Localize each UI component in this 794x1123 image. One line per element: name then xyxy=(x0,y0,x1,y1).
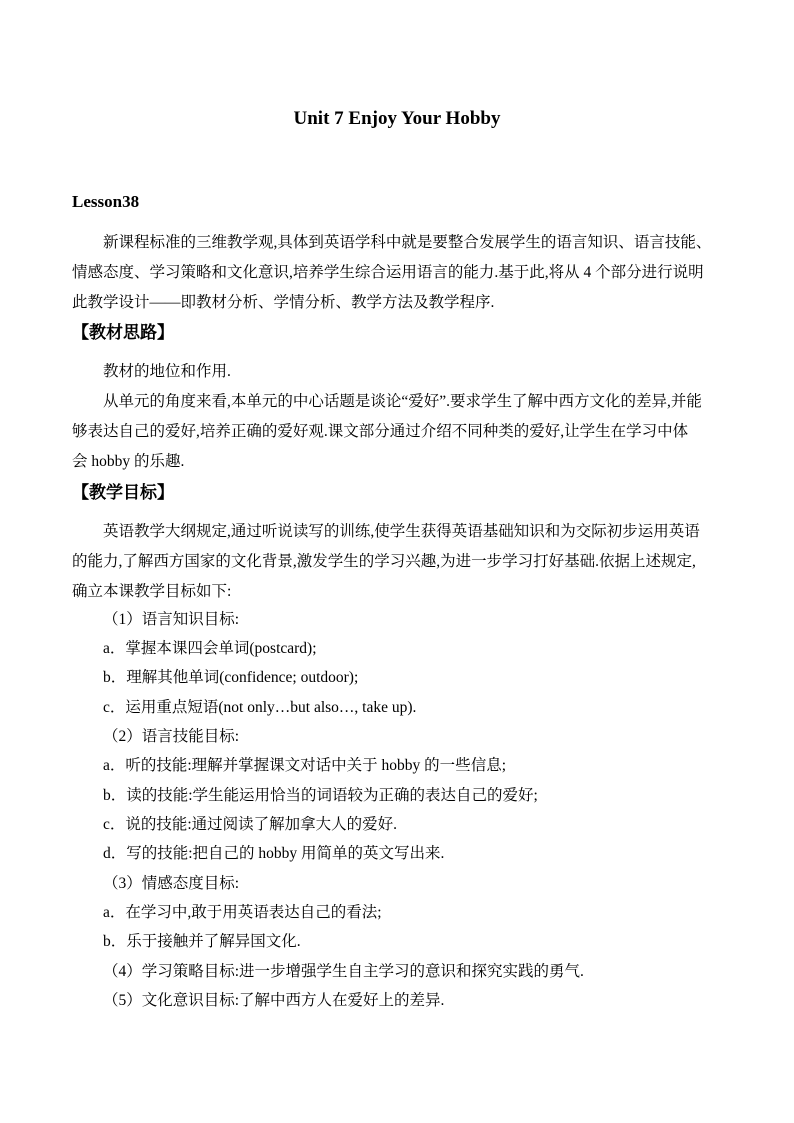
goal-category: （4）学习策略目标:进一步增强学生自主学习的意识和探究实践的勇气. xyxy=(103,963,584,980)
intro-line: 情感态度、学习策略和文化意识,培养学生综合运用语言的能力.基于此,将从 4 个部分进行说明 xyxy=(72,264,704,281)
document-title: Unit 7 Enjoy Your Hobby xyxy=(293,108,501,129)
goal-item: a．在学习中,敢于用英语表达自己的看法; xyxy=(103,904,382,921)
material-line: 从单元的角度来看,本单元的中心话题是谈论“爱好”.要求学生了解中西方文化的差异,并能 xyxy=(103,393,702,410)
goal-item: c．说的技能:通过阅读了解加拿大人的爱好. xyxy=(103,816,398,833)
goal-item: b．乐于接触并了解异国文化. xyxy=(103,933,301,950)
goals-line: 确立本课教学目标如下: xyxy=(72,583,232,600)
goals-paragraph xyxy=(72,517,722,607)
goal-category: （3）情感态度目标: xyxy=(103,875,240,892)
goal-item: d．写的技能:把自己的 hobby 用简单的英文写出来. xyxy=(103,845,445,862)
goal-category: （2）语言技能目标: xyxy=(103,728,240,745)
goal-item: a．掌握本课四会单词(postcard); xyxy=(103,640,317,657)
section-heading-material: 【教材思路】 xyxy=(72,323,174,343)
goals-line: 英语教学大纲规定,通过听说读写的训练,使学生获得英语基础知识和为交际初步运用英语 xyxy=(103,523,700,540)
goal-category: （5）文化意识目标:了解中西方人在爱好上的差异. xyxy=(103,992,445,1009)
intro-line: 新课程标准的三维教学观,具体到英语学科中就是要整合发展学生的语言知识、语言技能、 xyxy=(103,234,712,251)
goal-item: b．理解其他单词(confidence; outdoor); xyxy=(103,669,359,686)
intro-paragraph xyxy=(72,228,722,318)
section-subheading: 教材的地位和作用. xyxy=(103,363,231,380)
section-heading-goals: 【教学目标】 xyxy=(72,483,174,503)
goal-item: c．运用重点短语(not only…but also…, take up). xyxy=(103,699,417,716)
goal-category: （1）语言知识目标: xyxy=(103,611,240,628)
material-line: 会 hobby 的乐趣. xyxy=(72,453,185,470)
goals-line: 的能力,了解西方国家的文化背景,激发学生的学习兴趣,为进一步学习打好基础.依据上述规定, xyxy=(72,553,696,570)
material-paragraph xyxy=(72,387,722,477)
lesson-label: Lesson38 xyxy=(72,192,140,211)
intro-line: 此教学设计——即教材分析、学情分析、教学方法及教学程序. xyxy=(72,294,495,311)
goal-item: a．听的技能:理解并掌握课文对话中关于 hobby 的一些信息; xyxy=(103,757,506,774)
material-line: 够表达自己的爱好,培养正确的爱好观.课文部分通过介绍不同种类的爱好,让学生在学习中体 xyxy=(72,423,689,440)
goal-item: b．读的技能:学生能运用恰当的词语较为正确的表达自己的爱好; xyxy=(103,787,538,804)
